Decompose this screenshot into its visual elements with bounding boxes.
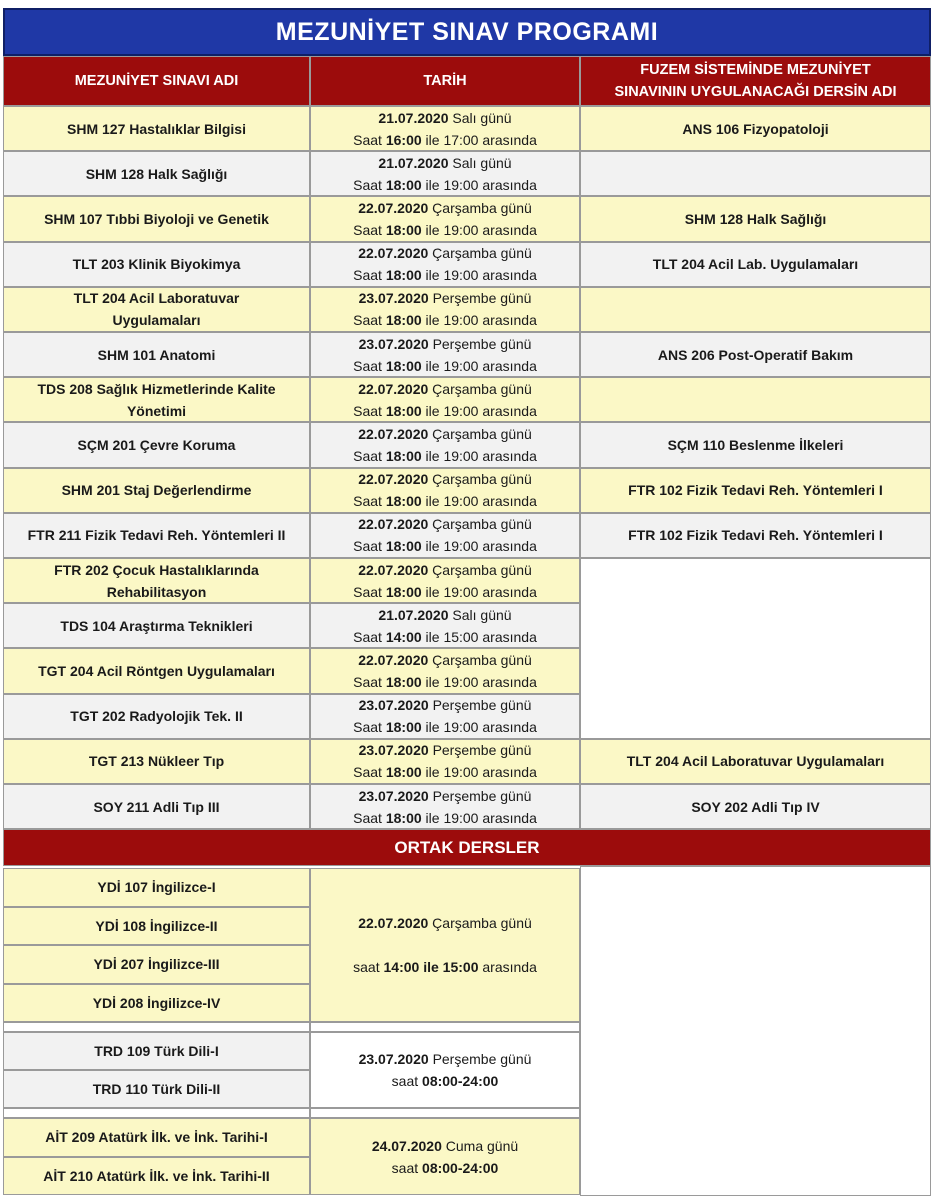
exam-name-cell: [3, 694, 310, 739]
exam-date-line: [378, 107, 511, 129]
exam-name-cell: [3, 513, 310, 558]
time-ile: ile: [425, 493, 440, 510]
exam-time-line: [353, 626, 537, 648]
time-suffix: arasında: [482, 493, 537, 510]
exam-name-text: FTR 202 Çocuk Hastalıklarında: [54, 561, 259, 578]
exam-name-cell: [3, 377, 310, 422]
time-prefix: Saat: [353, 312, 382, 329]
time-ile: ile: [425, 357, 440, 374]
english-date-line: [358, 912, 532, 934]
exam-date: 21.07.2020: [378, 109, 449, 126]
exam-day: Salı günü: [452, 606, 512, 623]
exam-date-line: [359, 287, 532, 309]
exam-name-cell: [3, 151, 310, 196]
exam-name-text: SHM 107 Tıbbi Biyoloji ve Genetik: [44, 210, 269, 227]
exam-time-line: [353, 129, 537, 151]
exam-date: 22.07.2020: [358, 425, 429, 442]
turkish-date-cell: [310, 1032, 580, 1108]
history-time: 08:00-24:00: [422, 1159, 499, 1176]
exam-time-line: [353, 174, 537, 196]
time-prefix: Saat: [353, 719, 382, 736]
exam-date-cell: [310, 784, 580, 829]
exam-end-time: 19:00: [443, 719, 479, 736]
exam-date: 22.07.2020: [358, 651, 429, 668]
time-ile: ile: [425, 131, 440, 148]
exam-date: 23.07.2020: [358, 335, 429, 352]
exam-day: Çarşamba günü: [432, 561, 532, 578]
exam-day: Çarşamba günü: [432, 516, 532, 533]
exam-time-line: [353, 535, 537, 557]
time-suffix: arasında: [482, 628, 537, 645]
exam-date-cell: [310, 558, 580, 603]
exam-name-cell: [3, 739, 310, 784]
exam-date: 22.07.2020: [358, 516, 429, 533]
fuzem-course-cell: [580, 377, 931, 422]
time-prefix: Saat: [353, 402, 382, 419]
time-ile: ile: [425, 628, 440, 645]
exam-day: Perşembe günü: [432, 697, 532, 714]
time-suffix: arasında: [482, 312, 537, 329]
fuzem-course-cell: TLT 204 Acil Lab. Uygulamaları: [580, 242, 931, 287]
exam-end-time: 17:00: [443, 131, 479, 148]
time-ile: ile: [425, 809, 440, 826]
exam-start-time: 16:00: [385, 131, 422, 148]
fuzem-course-cell: SHM 128 Halk Sağlığı: [580, 196, 931, 241]
exam-end-time: 19:00: [443, 402, 479, 419]
exam-name-cell: [3, 287, 310, 332]
exam-day: Salı günü: [452, 109, 512, 126]
exam-name-cell: [3, 242, 310, 287]
exam-name-text: TGT 202 Radyolojik Tek. II: [70, 708, 243, 725]
exam-end-time: 19:00: [443, 221, 479, 238]
exam-date-line: [378, 604, 511, 626]
exam-day: Perşembe günü: [432, 335, 532, 352]
header-fuzem-line-2: SINAVININ UYGULANACAĞI DERSİN ADI: [614, 84, 897, 100]
exam-date-line: [358, 559, 532, 581]
header-fuzem-course: [580, 56, 931, 106]
exam-end-time: 19:00: [443, 493, 479, 510]
time-suffix: arasında: [482, 673, 537, 690]
time-ile: ile: [425, 221, 440, 238]
english-start-time: 14:00: [383, 959, 420, 975]
exam-name-cell: [3, 558, 310, 603]
exam-date-line: [359, 739, 532, 761]
page-title: MEZUNİYET SINAV PROGRAMI: [3, 8, 931, 56]
exam-name-text: TLT 203 Klinik Biyokimya: [72, 256, 241, 273]
exam-time-line: [353, 445, 537, 467]
exam-date-line: [358, 468, 532, 490]
ortak-empty-area: [580, 866, 931, 1196]
exam-name-cell: [3, 648, 310, 693]
exam-date: 22.07.2020: [358, 471, 429, 488]
exam-start-time: 18:00: [385, 493, 422, 510]
exam-name-cell: [3, 784, 310, 829]
exam-start-time: 18:00: [385, 719, 422, 736]
exam-name-text: TDS 104 Araştırma Teknikleri: [60, 617, 253, 634]
turkish-time-line: [392, 1070, 499, 1092]
exam-date-line: [359, 785, 532, 807]
exam-start-time: 18:00: [385, 809, 422, 826]
exam-date-cell: [310, 603, 580, 648]
time-suffix: arasında: [482, 221, 537, 238]
exam-date: 22.07.2020: [358, 561, 429, 578]
time-prefix: Saat: [353, 221, 382, 238]
time-suffix: arasında: [482, 809, 537, 826]
exam-date-cell: [310, 332, 580, 377]
time-prefix: Saat: [353, 809, 382, 826]
english-time-line: [353, 956, 537, 978]
exam-date-cell: [310, 694, 580, 739]
exam-date-line: [359, 333, 532, 355]
exam-date-line: [358, 423, 532, 445]
time-prefix: Saat: [353, 176, 382, 193]
exam-time-line: [353, 761, 537, 783]
exam-date: 23.07.2020: [358, 290, 429, 307]
exam-date-cell: [310, 648, 580, 693]
english-day: Çarşamba günü: [432, 915, 532, 931]
time-suffix: arasında: [482, 583, 537, 600]
exam-time-line: [353, 716, 537, 738]
time-prefix: saat: [391, 1073, 419, 1089]
english-course-cell: YDİ 108 İngilizce-II: [3, 907, 310, 946]
time-prefix: Saat: [353, 764, 382, 781]
exam-date-cell: [310, 151, 580, 196]
exam-name-text: TDS 208 Sağlık Hizmetlerinde Kalite: [37, 380, 276, 397]
time-prefix: saat: [353, 959, 380, 975]
exam-start-time: 18:00: [385, 583, 422, 600]
time-ile: ile: [425, 583, 440, 600]
exam-time-line: [353, 400, 537, 422]
exam-end-time: 19:00: [443, 809, 479, 826]
exam-day: Perşembe günü: [432, 787, 532, 804]
exam-name-cell: [3, 468, 310, 513]
history-date-cell: [310, 1118, 580, 1195]
turkish-course-cell: TRD 109 Türk Dili-I: [3, 1032, 310, 1070]
exam-date-cell: [310, 422, 580, 467]
exam-date: 23.07.2020: [358, 697, 429, 714]
exam-name-text: TGT 213 Nükleer Tıp: [88, 753, 225, 770]
exam-time-line: [353, 309, 537, 331]
exam-name-text: SÇM 201 Çevre Koruma: [77, 436, 236, 453]
exam-end-time: 19:00: [443, 176, 479, 193]
exam-end-time: 19:00: [443, 764, 479, 781]
history-time-line: [392, 1157, 499, 1179]
exam-end-time: 19:00: [443, 673, 479, 690]
time-ile: ile: [423, 959, 439, 975]
history-course-cell: AİT 210 Atatürk İlk. ve İnk. Tarihi-II: [3, 1157, 310, 1196]
exam-time-line: [353, 671, 537, 693]
exam-start-time: 18:00: [385, 221, 422, 238]
ortak-dersler-title: ORTAK DERSLER: [3, 829, 931, 866]
exam-start-time: 14:00: [385, 628, 422, 645]
exam-day: Çarşamba günü: [432, 199, 532, 216]
history-date: 24.07.2020: [371, 1137, 442, 1154]
exam-day: Çarşamba günü: [432, 425, 532, 442]
fuzem-course-cell: TLT 204 Acil Laboratuvar Uygulamaları: [580, 739, 931, 784]
exam-date-cell: [310, 377, 580, 422]
exam-name-text: Rehabilitasyon: [106, 583, 207, 600]
time-ile: ile: [425, 764, 440, 781]
time-suffix: arasında: [482, 538, 537, 555]
english-date: 22.07.2020: [358, 915, 429, 931]
exam-name-text: FTR 211 Fizik Tedavi Reh. Yöntemleri II: [27, 527, 286, 544]
exam-end-time: 19:00: [443, 583, 479, 600]
spacer-cell: [310, 1022, 580, 1032]
history-course-cell: AİT 209 Atatürk İlk. ve İnk. Tarihi-I: [3, 1118, 310, 1157]
exam-name-cell: [3, 332, 310, 377]
exam-date: 23.07.2020: [358, 742, 429, 759]
time-prefix: Saat: [353, 673, 382, 690]
exam-end-time: 19:00: [443, 538, 479, 555]
exam-date: 22.07.2020: [358, 199, 429, 216]
exam-time-line: [353, 490, 537, 512]
exam-name-text: Yönetimi: [126, 402, 187, 419]
exam-name-text: SHM 128 Halk Sağlığı: [85, 165, 228, 182]
exam-day: Çarşamba günü: [432, 651, 532, 668]
spacer-cell: [3, 1022, 310, 1032]
turkish-date: 23.07.2020: [358, 1051, 429, 1067]
exam-start-time: 18:00: [385, 673, 422, 690]
exam-date: 21.07.2020: [378, 154, 449, 171]
exam-time-line: [353, 581, 537, 603]
time-prefix: Saat: [353, 357, 382, 374]
time-suffix: arasında: [482, 131, 537, 148]
exam-day: Salı günü: [452, 154, 512, 171]
history-date-line: [372, 1135, 518, 1157]
exam-end-time: 15:00: [443, 628, 479, 645]
header-fuzem-line-1: FUZEM SİSTEMİNDE MEZUNİYET: [640, 62, 871, 78]
time-prefix: Saat: [353, 538, 382, 555]
time-ile: ile: [425, 402, 440, 419]
exam-date-cell: [310, 287, 580, 332]
time-ile: ile: [425, 719, 440, 736]
exam-end-time: 19:00: [443, 447, 479, 464]
exam-time-line: [353, 264, 537, 286]
exam-start-time: 18:00: [385, 176, 422, 193]
exam-day: Çarşamba günü: [432, 471, 532, 488]
spacer-cell: [3, 1108, 310, 1118]
time-prefix: saat: [391, 1159, 419, 1176]
time-prefix: Saat: [353, 447, 382, 464]
time-suffix: arasında: [482, 402, 537, 419]
exam-start-time: 18:00: [385, 447, 422, 464]
exam-date-line: [378, 152, 511, 174]
exam-date-line: [358, 649, 532, 671]
fuzem-course-cell: SOY 202 Adli Tıp IV: [580, 784, 931, 829]
fuzem-course-cell: SÇM 110 Beslenme İlkeleri: [580, 422, 931, 467]
spacer-cell: [310, 1108, 580, 1118]
exam-date-line: [358, 513, 532, 535]
exam-name-cell: [3, 422, 310, 467]
fuzem-course-cell: FTR 102 Fizik Tedavi Reh. Yöntemleri I: [580, 468, 931, 513]
time-prefix: Saat: [353, 493, 382, 510]
time-prefix: Saat: [353, 628, 382, 645]
time-suffix: arasında: [482, 176, 537, 193]
fuzem-course-cell: [580, 558, 931, 739]
exam-date-cell: [310, 513, 580, 558]
exam-date: 21.07.2020: [378, 606, 449, 623]
english-course-cell: YDİ 207 İngilizce-III: [3, 945, 310, 984]
exam-name-text: SOY 211 Adli Tıp III: [93, 798, 220, 815]
fuzem-course-cell: ANS 106 Fizyopatoloji: [580, 106, 931, 151]
turkish-course-cell: TRD 110 Türk Dili-II: [3, 1070, 310, 1108]
english-course-cell: YDİ 208 İngilizce-IV: [3, 984, 310, 1023]
exam-day: Perşembe günü: [432, 742, 532, 759]
exam-name-text: SHM 101 Anatomi: [97, 346, 216, 363]
fuzem-course-cell: [580, 151, 931, 196]
english-course-cell: YDİ 107 İngilizce-I: [3, 868, 310, 907]
exam-day: Perşembe günü: [432, 290, 532, 307]
history-day: Cuma günü: [445, 1137, 519, 1154]
exam-time-line: [353, 355, 537, 377]
time-suffix: arasında: [482, 764, 537, 781]
time-ile: ile: [425, 267, 440, 284]
english-date-cell: [310, 868, 580, 1022]
exam-name-cell: [3, 196, 310, 241]
exam-date-line: [359, 694, 532, 716]
time-ile: ile: [425, 673, 440, 690]
exam-name-text: SHM 127 Hastalıklar Bilgisi: [67, 120, 246, 137]
exam-date: 22.07.2020: [358, 245, 429, 262]
exam-date-cell: [310, 739, 580, 784]
exam-time-line: [353, 807, 537, 829]
exam-start-time: 18:00: [385, 267, 422, 284]
exam-end-time: 19:00: [443, 267, 479, 284]
time-prefix: Saat: [353, 583, 382, 600]
time-ile: ile: [425, 447, 440, 464]
exam-name-cell: [3, 603, 310, 648]
exam-date-cell: [310, 196, 580, 241]
time-suffix: arasında: [482, 719, 537, 736]
exam-start-time: 18:00: [385, 538, 422, 555]
fuzem-course-cell: [580, 287, 931, 332]
exam-date-cell: [310, 468, 580, 513]
turkish-day: Perşembe günü: [432, 1051, 532, 1067]
exam-end-time: 19:00: [443, 312, 479, 329]
time-prefix: Saat: [353, 267, 382, 284]
fuzem-course-cell: FTR 102 Fizik Tedavi Reh. Yöntemleri I: [580, 513, 931, 558]
exam-name-text: TGT 204 Acil Röntgen Uygulamaları: [38, 662, 275, 679]
exam-date-cell: [310, 242, 580, 287]
time-prefix: Saat: [353, 131, 382, 148]
header-exam-name: MEZUNİYET SINAVI ADI: [3, 56, 310, 106]
exam-start-time: 18:00: [385, 357, 422, 374]
exam-day: Çarşamba günü: [432, 245, 532, 262]
fuzem-course-cell: ANS 206 Post-Operatif Bakım: [580, 332, 931, 377]
exam-name-cell: [3, 106, 310, 151]
exam-day: Çarşamba günü: [432, 380, 532, 397]
exam-date-line: [358, 378, 532, 400]
exam-end-time: 19:00: [443, 357, 479, 374]
time-suffix: arasında: [482, 959, 537, 975]
time-ile: ile: [425, 312, 440, 329]
exam-name-text: SHM 201 Staj Değerlendirme: [61, 482, 252, 499]
turkish-time: 08:00-24:00: [422, 1073, 499, 1089]
exam-start-time: 18:00: [385, 312, 422, 329]
turkish-date-line: [359, 1048, 532, 1070]
exam-name-text: TLT 204 Acil Laboratuvar: [73, 290, 240, 307]
time-ile: ile: [425, 176, 440, 193]
time-suffix: arasında: [482, 447, 537, 464]
exam-start-time: 18:00: [385, 402, 422, 419]
exam-date: 22.07.2020: [358, 380, 429, 397]
exam-time-line: [353, 219, 537, 241]
exam-date-line: [358, 197, 532, 219]
header-date: TARİH: [310, 56, 580, 106]
exam-date: 23.07.2020: [358, 787, 429, 804]
time-suffix: arasında: [482, 357, 537, 374]
time-suffix: arasında: [482, 267, 537, 284]
exam-name-text: Uygulamaları: [112, 312, 201, 329]
english-end-time: 15:00: [442, 959, 479, 975]
exam-date-cell: [310, 106, 580, 151]
exam-start-time: 18:00: [385, 764, 422, 781]
time-ile: ile: [425, 538, 440, 555]
exam-date-line: [358, 242, 532, 264]
